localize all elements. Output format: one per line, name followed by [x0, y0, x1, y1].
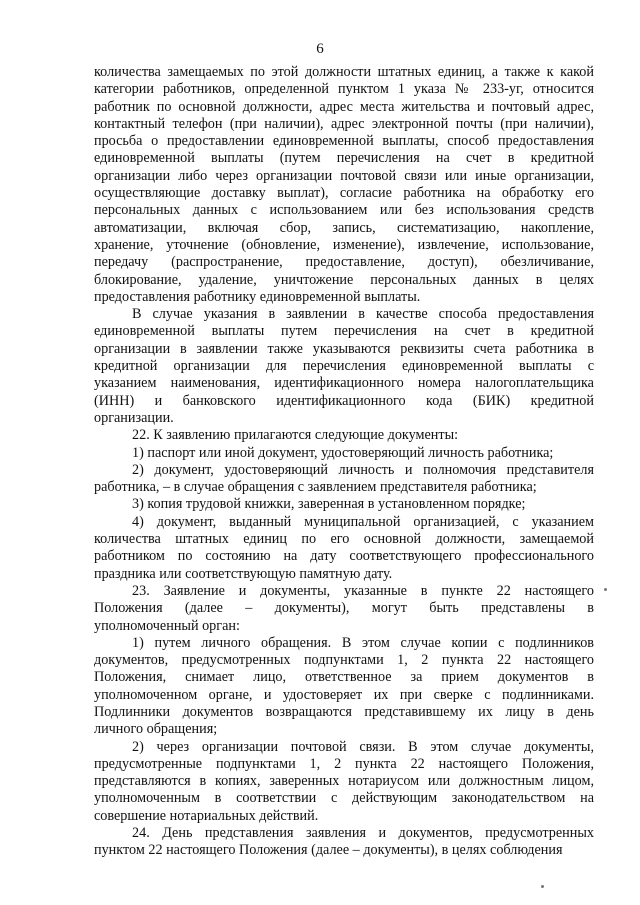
text-line: автоматизации, включая сбор, запись, систематизацию, накопление,: [94, 219, 594, 236]
paragraph: [94, 462, 594, 497]
text-line: работником по состоянию на дату соответствующего профессионального: [94, 548, 594, 565]
text-line: личного обращения;: [94, 721, 218, 738]
paragraph: [94, 64, 594, 306]
text-line: организации в заявлении также указываются реквизиты счета работника в: [94, 340, 594, 357]
text-line: 23. Заявление и документы, указанные в пункте 22 настоящего: [132, 582, 594, 599]
text-line: 1) паспорт или иной документ, удостоверяющий личность работника;: [132, 444, 554, 461]
text-line: уполномоченным в соответствии с действующим законодательством на: [94, 790, 594, 807]
text-line: единовременной выплаты (путем перечисления на счет в кредитной: [94, 150, 594, 167]
text-line: работника, – в случае обращения с заявлением представителя работника;: [94, 479, 537, 496]
text-line: праздника или соответствующую памятную дату.: [94, 565, 393, 582]
text-line: совершение нотариальных действий.: [94, 807, 319, 824]
text-line: организации либо через организации почтовой связи или иные организации,: [94, 167, 594, 184]
paragraph: [94, 496, 594, 513]
text-line: 24. День представления заявления и документов, предусмотренных: [132, 825, 594, 842]
scan-speck: [541, 885, 544, 888]
text-line: 2) документ, удостоверяющий личность и полномочия представителя: [132, 461, 594, 478]
text-line: документов, предусмотренных подпунктами 1, 2 пункта 22 настоящего: [94, 652, 594, 669]
text-line: количества замещаемых по этой должности штатных единиц, а также к какой: [94, 64, 594, 80]
text-line: предоставления работнику единовременной выплаты.: [94, 288, 421, 305]
text-line: указанием наименования, идентификационного номера налогоплательщика: [94, 375, 594, 392]
paragraph: [94, 445, 594, 462]
text-line: 3) копия трудовой книжки, заверенная в установленном порядке;: [132, 496, 526, 513]
paragraph: [94, 427, 594, 444]
text-line: Подлинники документов возвращаются представившему их лицу в день: [94, 703, 594, 720]
text-line: 22. К заявлению прилагаются следующие документы:: [132, 427, 459, 444]
text-line: блокирование, удаление, уничтожение персональных данных в целях: [94, 271, 594, 288]
text-line: уполномоченный орган:: [94, 617, 240, 634]
text-line: категории работников, определенной пунктом 1 указа № 233-уг, относится: [94, 81, 594, 98]
text-line: кредитной организации для перечисления единовременной выплаты с: [94, 358, 594, 375]
text-line: 4) документ, выданный муниципальной организацией, с указанием: [132, 513, 594, 530]
text-line: персональных данных с использованием или без использования средств: [94, 202, 594, 219]
document-body: [94, 64, 594, 860]
paragraph: [94, 635, 594, 739]
paragraph: [94, 739, 594, 825]
text-line: Положения, снимает лицо, ответственное за прием документов в: [94, 669, 594, 686]
paragraph: [94, 825, 594, 860]
text-line: контактный телефон (при наличии), адрес электронной почты (при наличии),: [94, 115, 594, 132]
text-line: хранение, уточнение (обновление, изменение), извлечение, использование,: [94, 236, 594, 253]
text-line: В случае указания в заявлении в качестве способа предоставления: [132, 306, 594, 323]
text-line: осуществляющие доставку выплат), согласие работника на обработку его: [94, 185, 594, 202]
text-line: предусмотренные подпунктами 1, 2 пункта 22 настоящего Положения,: [94, 755, 594, 772]
text-line: единовременной выплаты путем перечисления на счет в кредитной: [94, 323, 594, 340]
text-line: уполномоченном органе, и удостоверяет их при сверке с подлинниками.: [94, 686, 594, 703]
text-line: передачу (распространение, предоставление, доступ), обезличивание,: [94, 254, 594, 271]
text-line: работник по основной должности, адрес места жительства и почтовый адрес,: [94, 98, 594, 115]
paragraph: [94, 306, 594, 427]
scan-speck: [604, 588, 607, 591]
text-line: пунктом 22 настоящего Положения (далее – документы), в целях соблюдения: [94, 842, 563, 859]
text-line: представляются в копиях, заверенных нотариусом или должностным лицом,: [94, 773, 594, 790]
text-line: 1) путем личного обращения. В этом случае копии с подлинников: [132, 634, 594, 651]
paragraph: [94, 583, 594, 635]
text-line: (ИНН) и банковского идентификационного кода (БИК) кредитной: [94, 392, 594, 409]
page-number: 6: [316, 41, 324, 57]
text-line: организации.: [94, 409, 174, 426]
text-line: просьба о предоставлении единовременной выплаты, способ предоставления: [94, 133, 594, 150]
text-line: количества штатных единиц по его основной должности, замещаемой: [94, 531, 594, 548]
text-line: 2) через организации почтовой связи. В этом случае документы,: [132, 738, 594, 755]
text-line: Положения (далее – документы), могут быть представлены в: [94, 600, 594, 617]
paragraph: [94, 514, 594, 583]
